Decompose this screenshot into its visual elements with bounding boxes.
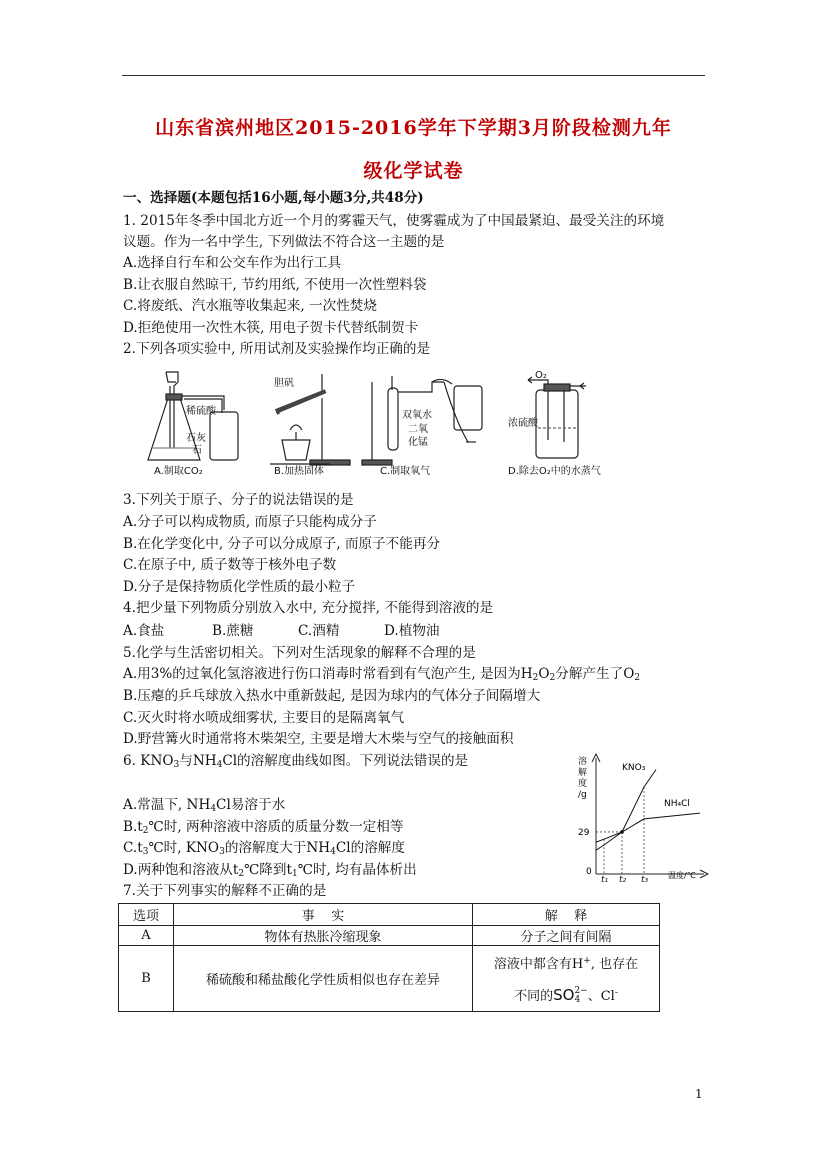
q3-stem: 3.下列关于原子、分子的说法错误的是 <box>123 492 354 508</box>
table-row <box>119 946 660 1012</box>
q6-b-text1: B.t <box>123 819 143 835</box>
q6-a-sub: 4 <box>210 804 217 814</box>
q6-option-d <box>123 861 417 883</box>
th-explanation: 解 释 <box>473 904 660 926</box>
chart-kno3-label: KNO₃ <box>622 763 646 773</box>
table-header-row <box>119 904 660 926</box>
q4-option-c: C.酒精 <box>298 623 340 639</box>
row-b-exp-line1: 溶液中都含有H <box>493 956 584 972</box>
section-heading: 一、选择题(本题包括16小题,每小题3分,共48分) <box>123 190 424 206</box>
q6-a-text2: Cl易溶于水 <box>216 797 286 813</box>
q4-stem: 4.把少量下列物质分别放入水中, 充分搅拌, 不能得到溶液的是 <box>123 600 494 616</box>
q3-option-c: C.在原子中, 质子数等于核外电子数 <box>123 557 337 573</box>
q6-stem <box>123 752 468 774</box>
chart-ylabel-3: 度 <box>578 779 588 789</box>
q5-a-text3: 分解产生了O <box>555 666 635 682</box>
th-option: 选项 <box>119 904 174 926</box>
q6-c-sub1: 3 <box>142 847 149 857</box>
row-b-sulfate-charge: 2− <box>574 986 588 996</box>
q6-d-text1: D.两种饱和溶液从t <box>123 862 239 878</box>
q6-c-text4: Cl的溶解度 <box>335 840 405 856</box>
q6-c-text1: C.t <box>123 840 143 856</box>
chart-ylabel-4: /g <box>578 790 587 800</box>
fig-a-reagent: 稀硫酸 <box>186 406 216 417</box>
row-b-exp-line2-end: 、Cl <box>587 988 615 1004</box>
q5-a-sub3: 2 <box>634 673 641 683</box>
row-b-fact: 稀硫酸和稀盐酸化学性质相似也存在差异 <box>174 946 473 1012</box>
q4-option-b: B.蔗糖 <box>212 623 254 639</box>
q6-c-text3: 的溶解度大于NH <box>224 840 331 856</box>
row-b-exp-line1-end: , 也存在 <box>590 956 639 972</box>
fig-a-solid2: 石 <box>192 445 202 456</box>
row-b-sulfate: SO <box>553 985 575 1004</box>
q3-option-d: D.分子是保持物质化学性质的最小粒子 <box>123 579 356 595</box>
q4-option-d: D.植物油 <box>384 623 440 639</box>
series-line-nh4cl <box>596 813 700 842</box>
fig-a-solid1: 石灰 <box>186 433 206 444</box>
q6-c-sub2: 3 <box>219 847 225 857</box>
q6-option-a <box>123 796 285 818</box>
q1-stem-line1: 1. 2015年冬季中国北方近一个月的雾霾天气，使雾霾成为了中国最紧迫、最受关注的环境 <box>123 213 665 229</box>
chart-value-29: 29 <box>578 828 590 838</box>
q3-option-b: B.在化学变化中, 分子可以分成原子, 而原子不能再分 <box>123 536 441 552</box>
chart-ylabel-2: 解 <box>578 768 588 778</box>
q6-stem-text3: Cl的溶解度曲线如图。下列说法错误的是 <box>222 753 469 769</box>
intersection-point <box>620 830 624 834</box>
q5-option-c: C.灭火时将水喷成细雾状, 主要目的是隔离氧气 <box>123 710 405 726</box>
fig-d-reagent: 浓硫酸 <box>508 418 538 429</box>
q1-stem-line2: 议题。作为一名中学生, 下列做法不符合这一主题的是 <box>123 234 445 250</box>
row-b-plus: + <box>583 955 591 966</box>
row-a-fact: 物体有热胀冷缩现象 <box>174 926 473 946</box>
q6-option-c <box>123 839 405 861</box>
row-b-exp-line2: 不同的 <box>514 988 554 1004</box>
fig-c-reagent2: 二氧 <box>408 424 428 435</box>
q2-apparatus-figure <box>140 368 660 480</box>
q6-a-text1: A.常温下, NH <box>123 797 211 813</box>
solubility-chart <box>572 748 712 882</box>
th-fact: 事 实 <box>174 904 473 926</box>
q6-stem-sub1: 3 <box>173 760 180 770</box>
table-row <box>119 926 660 946</box>
q6-b-sub: 2 <box>142 826 149 836</box>
q5-option-d: D.野营篝火时通常将木柴架空, 主要是增大木柴与空气的接触面积 <box>123 731 514 747</box>
chart-origin: 0 <box>586 867 592 877</box>
q6-stem-sub2: 4 <box>216 760 223 770</box>
tick-label-t3: t₃ <box>641 875 649 882</box>
q6-d-sub1: 2 <box>238 869 245 879</box>
exam-title-line1: 山东省滨州地区2015-2016学年下学期3月阶段检测九年 <box>155 117 672 139</box>
q1-option-b: B.让衣服自然晾干, 节约用纸, 不使用一次性塑料袋 <box>123 277 427 293</box>
tick-label-t2: t₂ <box>619 875 627 882</box>
row-b-explanation <box>473 946 660 1012</box>
fig-b-reagent: 胆矾 <box>274 378 294 389</box>
q5-a-text2: O <box>538 666 550 682</box>
q1-option-d: D.拒绝使用一次性木筷, 用电子贺卡代替纸制贺卡 <box>123 320 419 336</box>
chart-ylabel-1: 溶 <box>578 757 588 767</box>
page-number: 1 <box>695 1087 703 1101</box>
q5-option-b: B.压瘪的乒乓球放入热水中重新鼓起, 是因为球内的气体分子间隔增大 <box>123 688 541 704</box>
q2-stem: 2.下列各项实验中, 所用试剂及实验操作均正确的是 <box>123 341 431 357</box>
fig-c-caption: C.制取氧气 <box>380 466 431 477</box>
fig-c-reagent3: 化锰 <box>408 437 428 448</box>
chart-nh4cl-label: NH₄Cl <box>664 799 690 809</box>
header-rule <box>122 75 705 76</box>
fig-a-caption: A.制取CO₂ <box>154 466 203 477</box>
q5-a-text1: A.用3%的过氧化氢溶液进行伤口消毒时常看到有气泡产生, 是因为H <box>123 666 533 682</box>
q6-option-b <box>123 818 403 840</box>
q6-d-text3: ℃时, 均有晶体析出 <box>297 862 417 878</box>
exam-title-line2: 级化学试卷 <box>363 160 464 182</box>
q6-stem-text2: 与NH <box>179 753 217 769</box>
row-b-option: B <box>119 946 174 1012</box>
fig-c-reagent1: 双氧水 <box>402 410 432 421</box>
tick-label-t1: t₁ <box>601 875 609 882</box>
q5-a-sub1: 2 <box>532 673 539 683</box>
series-line-kno3 <box>596 770 656 851</box>
q5-a-sub2: 2 <box>549 673 556 683</box>
q3-option-a: A.分子可以构成物质, 而原子只能构成分子 <box>123 514 377 530</box>
q7-table <box>118 903 660 1012</box>
fig-d-gas: O₂ <box>535 370 547 381</box>
fig-d-caption: D.除去O₂中的水蒸气 <box>508 466 601 477</box>
fig-b-caption: B.加热固体 <box>274 466 325 477</box>
q1-option-c: C.将废纸、汽水瓶等收集起来, 一次性焚烧 <box>123 298 377 314</box>
q6-d-text2: ℃降到t <box>244 862 292 878</box>
q6-stem-text1: 6. KNO <box>123 753 174 769</box>
q6-c-sub3: 4 <box>330 847 336 857</box>
chart-xlabel: 温度/℃ <box>668 871 696 880</box>
q6-d-sub2: 1 <box>291 869 298 879</box>
row-b-sulfate-sub: 4 <box>574 995 581 1005</box>
q6-c-text2: ℃时, KNO <box>148 840 220 856</box>
q5-option-a <box>123 665 640 687</box>
q7-stem: 7.关于下列事实的解释不正确的是 <box>123 883 327 899</box>
row-b-minus: - <box>614 987 618 998</box>
q5-stem: 5.化学与生活密切相关。下列对生活现象的解释不合理的是 <box>123 645 476 661</box>
row-a-explanation: 分子之间有间隔 <box>473 926 660 946</box>
row-a-option: A <box>119 926 174 946</box>
q4-option-a: A.食盐 <box>123 623 165 639</box>
q1-option-a: A.选择自行车和公交车作为出行工具 <box>123 255 342 271</box>
q6-b-text2: ℃时, 两种溶液中溶质的质量分数一定相等 <box>148 819 404 835</box>
